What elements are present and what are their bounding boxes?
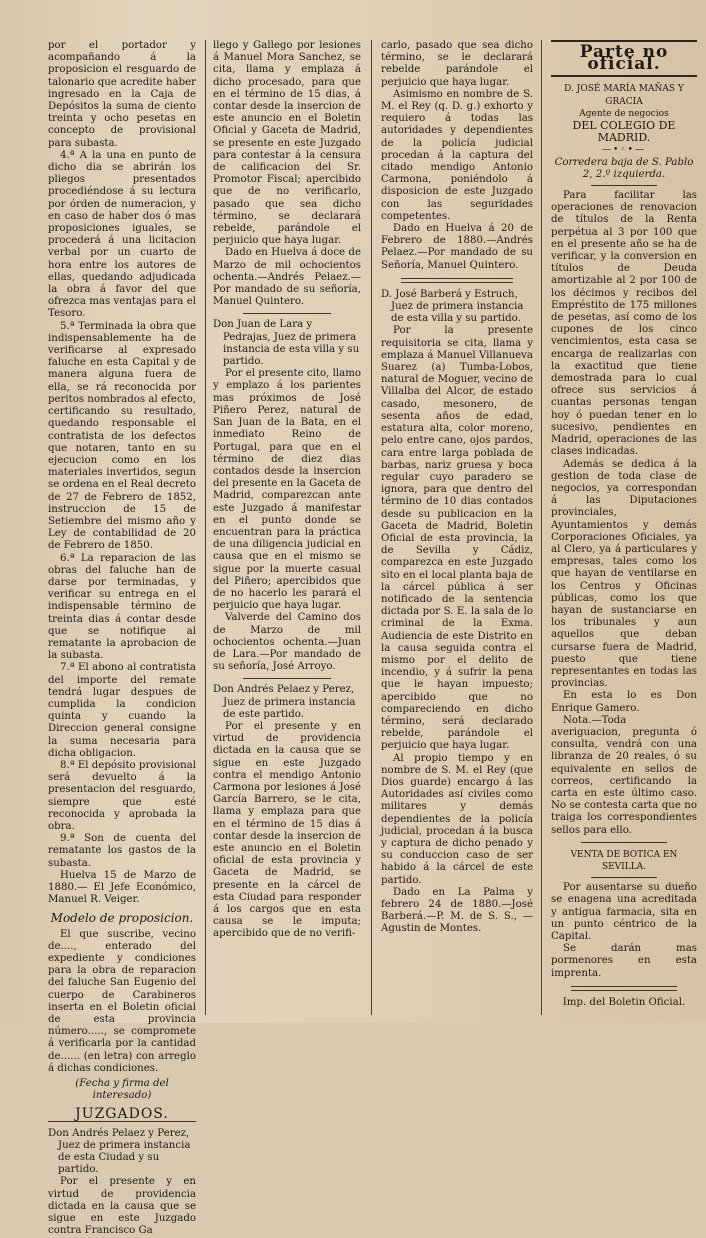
paragraph: llego y Gallego por lesiones á Manuel Mora Sanchez, se cita, llama y emplaza á dicho procesado, para que en el término de 15 dias, á contar desde la insercion de este anuncio en el Boletin Oficial y Gaceta de Madrid, se presente en este Juzgado para contestar á la censura de calificacion del Sr. Promotor Fiscal; apercibido que de no verificarlo, pasado que sea dicho término, se declarará rebelde, parándole el perjuicio que haya lugar. xyxy=(213,40,361,247)
notice-header: Don Juan de Lara y Pedrajas, Juez de primera instancia de esta villa y su partido. xyxy=(213,319,360,368)
column-rule xyxy=(371,40,372,1015)
column-rule xyxy=(205,40,206,1015)
paragraph: Al propio tiempo y en nombre de S. M. el Rey (que Dios guarde) encargo á las Autoridades así civiles como militares y demás dependientes de la policía judicial, procedan á la busca y captura de dicho penado y su conduccion caso de ser habido á la cárcel de este partido. xyxy=(381,752,533,886)
paragraph: Nota.—Toda averiguacion, pregunta ó consulta, vendrá con una libranza de 20 reales, ó su equivalente en sellos de correos, certificando la carta en este último caso. No se contesta carta que no traiga los correspondientes sellos para ello. xyxy=(551,714,697,836)
column-2 xyxy=(213,40,361,1015)
section-title: Parte no oficial. xyxy=(551,40,697,77)
paragraph: 9.ª Son de cuenta del rematante los gastos de la subasta. xyxy=(48,833,196,869)
agent-line: D. JOSÉ MARÍA MAÑAS Y GRACIA xyxy=(564,84,684,107)
section-heading: JUZGADOS. xyxy=(48,1108,196,1121)
double-separator-rule xyxy=(571,986,677,991)
paragraph: Dado en La Palma y febrero 24 de 1880.—José Barberá.—P. M. de S. S., —Agustin de Montes. xyxy=(381,886,533,935)
paragraph: Además se dedica á la gestion de toda clase de negocios, ya correspondan á las Diputaciones provinciales, Ayuntamientos y demás Corporaciones Oficiales, ya al Clero, ya á particulares y empresas, tales como los que hayan de ventilarse en los Centros y Oficinas públicas, como los que hayan de sustanciarse en los tribunales y aun aquellos que deban cursarse fuera de Madrid, puesto que tiene representantes en todas las provincias. xyxy=(551,458,697,690)
paragraph: El que suscribe, vecino de...., enterado del expediente y condiciones para la obra de reparacion del faluche San Eugenio del cuerpo de Carabineros inserta en el Boletin oficial de esta provincia número....., se compromete á verificarla por la cantidad de...... (en letra) con arreglo á dichas condiciones. xyxy=(48,928,196,1074)
separator-rule xyxy=(243,313,331,314)
paragraph: carlo, pasado que sea dicho término, se le declarará rebelde parándole el perjuicio que haya lugar. xyxy=(381,40,533,88)
agent-line: DEL COLEGIO DE MADRID. xyxy=(572,119,676,145)
notice-header: Don Andrés Pelaez y Perez, Juez de primera instancia de esta Ciudad y su partido. xyxy=(48,1127,191,1176)
ornament: —•◦•— xyxy=(602,145,646,156)
paragraph: Dado en Huelva á doce de Marzo de mil ochocientos ochenta.—Andrés Pelaez.—Por mandado de su señoría, Manuel Quintero. xyxy=(213,247,361,308)
section-heading: VENTA DE BOTICA EN SEVILLA. xyxy=(570,849,678,872)
paragraph: por el portador y acompañando á la proposicion el resguardo de talonario que acredite haber ingresado en la Caja de Depósitos la suma de ciento treinta y ocho pesetas en concepto de provisional para subasta. xyxy=(48,40,196,149)
paragraph: Asimismo en nombre de S. M. el Rey (q. D. g.) exhorto y requiero á todas las autoridades y dependientes de la policía judicial procedan á la captura del citado mendigo Antonio Carmona, poniéndolo á disposicion de este Juzgado con las seguridades competentes. xyxy=(381,88,533,222)
paragraph: Dado en Huelva á 20 de Febrero de 1880.—Andrés Pelaez.—Por mandado de su Señoría, Manuel Quintero. xyxy=(381,223,533,271)
agent-line: Agente de negocios xyxy=(579,108,669,119)
paragraph: Por la presente requisitoria se cita, llama y emplaza á Manuel Villanueva Suarez (a) Tumba-Lobos, natural de Moguer, vecino de Villalba del Alcor, de estado casado, mesonero, de sesenta años de edad, estatura alta, color moreno, pelo entre cano, ojos pardos, cara entre larga poblada de barbas, nariz gruesa y boca regular cuyo paradero se ignora, para que dentro del término de 10 dias contados desde su publicacion en la Gaceta de Madrid, Boletin Oficial de esta provincia, la de Sevilla y Cádiz, comparezca en este Juzgado sito en el local planta baja de la cárcel pública á ser notificado de la sentencia dictada por S. E. la sala de lo criminal de la Exma. Audiencia de este Distrito en la causa seguida contra el mismo por el delito de incendio, y á sufrir la pena que le hayan impuesto; apercibido que no compareciendo en dicho término, será declarado rebelde, parándole el perjuicio que haya lugar. xyxy=(381,325,533,752)
paragraph: Huelva 15 de Marzo de 1880.— El Jefe Económico, Manuel R. Veiger. xyxy=(48,869,196,906)
short-rule xyxy=(591,185,657,186)
paragraph: 6.ª La reparacion de las obras del faluche han de darse por terminadas, y verificar su entrega en el indispensable término de treinta dias á contar desde que se notifique al rematante la aprobacion de la subasta. xyxy=(48,552,196,662)
paragraph: 7.ª El abono al contratista del importe del remate tendrá lugar despues de cumplida la condicion quinta y cuando la Direccion general consigne la suma necesaria para dicha obligacion. xyxy=(48,662,196,759)
address-line: Corredera baja de S. Pablo 2, 2.º izquierda. xyxy=(554,156,694,180)
imprint-line: Imp. del Boletin Oficial. xyxy=(562,996,686,1008)
notice-header: D. José Barberá y Estruch, Juez de primera instancia de esta villa y su partido. xyxy=(381,288,524,325)
paragraph: Por el presente y en virtud de providencia dictada en la causa que se sigue en este Juzgado contra Francisco Ga xyxy=(48,1176,196,1237)
paragraph: Por el presente y en virtud de providencia dictada en la causa que se sigue en este Juzgado contra el mendigo Antonio Carmona por lesiones á José García Barrero, se le cita, llama y emplaza para que en el término de 15 dias á contar desde la insercion de este anuncio en el Boletin oficial de esta provincia y Gaceta de Madrid, se presente en la cárcel de esta Ciudad para responder á los cargos que en esta causa se le imputa; apercibido que de no verifi- xyxy=(213,720,361,940)
signature-note: (Fecha y firma del interesado) xyxy=(75,1078,169,1102)
paragraph: Por el presente cito, llamo y emplazo á los parientes mas próximos de José Piñero Perez, natural de San Juan de la Bata, en el inmediato Reino de Portugal, para que en el término de diez dias contados desde la insercion del presente en la Gaceta de Madrid, comparezcan ante este Juzgado á manifestar en el punto donde se encuentran para la práctica de una diligencia judicial en causa que en el mismo se sigue por la muerte casual del Piñero; apercibidos que de no hacerlo les parará el perjuicio que haya lugar. xyxy=(213,368,361,612)
paragraph: En esta lo es Don Enrique Gamero. xyxy=(551,690,697,714)
paragraph: Se darán mas pormenores en esta imprenta. xyxy=(551,943,697,979)
double-separator-rule xyxy=(401,278,513,283)
paragraph: 8.ª El depósito provisional será devuelto á la presentacion del resguardo, siempre que esté reconocida y aprobada la obra. xyxy=(48,759,196,832)
column-4 xyxy=(551,40,697,1015)
notice-header: Don Andrés Pelaez y Perez, Juez de primera instancia de este partido. xyxy=(213,684,356,720)
section-heading: Modelo de proposicion. xyxy=(50,911,194,926)
paragraph: Valverde del Camino dos de Marzo de mil ochocientos ochenta.—Juan de Lara.—Por mandado de su señoría, José Arroyo. xyxy=(213,612,361,673)
paragraph: Para facilitar las operaciones de renovacion de títulos de la Renta perpétua al 3 por 100 que en el presente año se ha de verificar, y la conversion en títulos de Deuda amortizable al 2 por 100 de los décimos y recibos del Empréstito de 175 millones de pesetas, así como de los cupones de los cinco vencimientos, esta casa se encarga de realizarlas con la exactitud que tiene demostrada para lo cual ofrece sus servicios á cuantas personas tengan hoy ó puedan tener en lo sucesivo, pendientes en Madrid, operaciones de las clases indicadas. xyxy=(551,190,697,458)
column-1 xyxy=(48,40,196,1237)
short-rule xyxy=(591,877,657,878)
paragraph: 4.ª A la una en punto de dicho dia se abrirán los pliegos presentados procediéndose á su lectura por órden de numeracion, y en caso de haber dos ó mas proposiciones iguales, se procederá á una licitacion verbal por un cuarto de hora entre los autores de ellas, quedando adjudicada la obra á favor del que ofrezca mas ventajas para el Tesoro. xyxy=(48,149,196,320)
paragraph: Por ausentarse su dueño se enagena una acreditada y antigua farmacia, sita en un punto céntrico de la Capital. xyxy=(551,882,697,943)
separator-rule xyxy=(581,842,667,843)
column-rule xyxy=(541,40,542,1015)
column-3 xyxy=(381,40,533,1015)
separator-rule xyxy=(243,678,331,679)
paragraph: 5.ª Terminada la obra que indispensablemente ha de verificarse al expresado faluche en esta Capital y de manera alguna fuera de ella, se rá reconocida por peritos nombrados al efecto, certificando su resultado, quedando responsable el contratista de los defectos que notaren, tanto en su ejecucion como en los materiales invertidos, segun se ordena en el Real decreto de 27 de Febrero de 1852, instruccion de 15 de Setiembre del mismo año y Ley de contabilidad de 20 de Febrero de 1850. xyxy=(48,320,196,552)
